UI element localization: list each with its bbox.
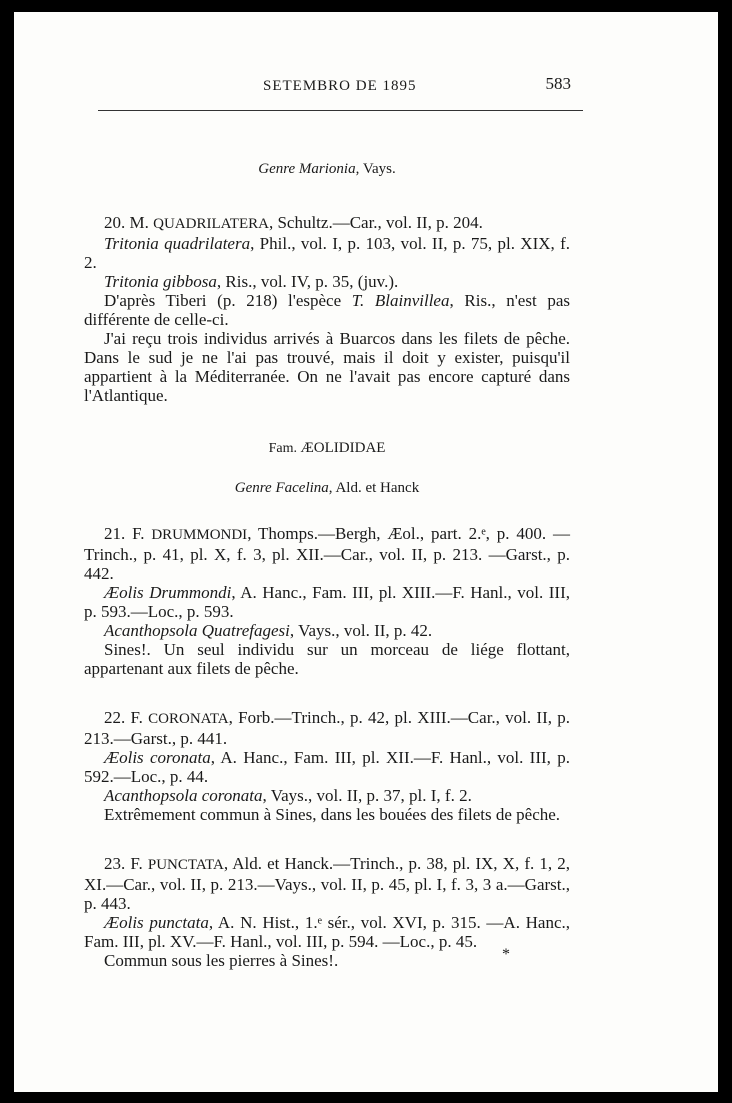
entry-22-synonym-1: Æolis coronata, A. Hanc., Fam. III, pl. XII.—F. Hanl., vol. III, p. 592.—Loc., p. 44. xyxy=(84,748,570,786)
entry-22 xyxy=(84,708,570,824)
genre-heading-marionia: Genre Marionia, Vays. xyxy=(258,161,396,177)
entry-21-synonym-1: Æolis Drummondi, A. Hanc., Fam. III, pl. XIII.—F. Hanl., vol. III, p. 593.—Loc., p. 593. xyxy=(84,583,570,621)
entry-23 xyxy=(84,854,570,970)
entry-20-note-1: D'après Tiberi (p. 218) l'espèce T. Blainvillea, Ris., n'est pas différente de celle-ci. xyxy=(84,291,570,329)
entry-21-heading: 21. F. DRUMMONDI, Thomps.—Bergh, Æol., part. 2.ᵉ, p. 400. —Trinch., p. 41, pl. X, f. 3, pl. XII.—Car., vol. II, p. 213. —Garst., p. 442. xyxy=(84,524,571,583)
genre-heading-facelina: Genre Facelina, Ald. et Hanck xyxy=(234,480,420,496)
entry-23-note: Commun sous les pierres à Sines!. xyxy=(104,951,339,970)
entry-23-heading: 23. F. PUNCTATA, Ald. et Hanck.—Trinch., p. 38, pl. IX, X, f. 1, 2, XI.—Car., vol. II, p. 213.—Vays., vol. II, p. 45, pl. I, f. 3, 3 a.—Garst., p. 443. xyxy=(84,854,571,913)
running-header xyxy=(98,72,583,100)
entry-21-synonym-2: Acanthopsola Quatrefagesi, Vays., vol. II, p. 42. xyxy=(104,621,433,640)
entry-20-synonym-1: Tritonia quadrilatera, Phil., vol. I, p. 103, vol. II, p. 75, pl. XIX, f. 2. xyxy=(84,234,571,272)
page-body xyxy=(84,160,570,970)
page-number: 583 xyxy=(545,74,571,93)
end-mark: * xyxy=(502,946,510,963)
header-rule xyxy=(98,110,583,111)
family-heading: Fam. ÆOLIDIDAE xyxy=(268,440,386,456)
entry-22-heading: 22. F. CORONATA, Forb.—Trinch., p. 42, pl. XIII.—Car., vol. II, p. 213.—Garst., p. 441. xyxy=(84,708,571,748)
entry-23-synonym-1: Æolis punctata, A. N. Hist., 1.ᵉ sér., vol. XVI, p. 315. —A. Hanc., Fam. III, pl. XV.—F. Hanl., vol. III, p. 594. —Loc., p. 45. xyxy=(84,913,571,951)
entry-21-note: Sines!. Un seul individu sur un morceau de liége flottant, appartenant aux filets de pêche. xyxy=(84,640,570,678)
entry-21 xyxy=(84,524,570,678)
entry-22-note: Extrêmement commun à Sines, dans les bouées des filets de pêche. xyxy=(104,805,561,824)
entry-20-note-2: J'ai reçu trois individus arrivés à Buarcos dans les filets de pêche. Dans le sud je ne l'ai pas trouvé, mais il doit y exister, puisqu'il appartient à la Méditerranée. On ne l'avait pas encore capturé dans l'Atlantique. xyxy=(84,329,570,405)
entry-20-synonym-2: Tritonia gibbosa, Ris., vol. IV, p. 35, (juv.). xyxy=(104,272,399,291)
entry-22-synonym-2: Acanthopsola coronata, Vays., vol. II, p. 37, pl. I, f. 2. xyxy=(104,786,472,805)
running-title: SETEMBRO DE 1895 xyxy=(263,78,417,94)
entry-20-heading: 20. M. QUADRILATERA, Schultz.—Car., vol. II, p. 204. xyxy=(104,213,483,232)
entry-20 xyxy=(84,213,570,405)
